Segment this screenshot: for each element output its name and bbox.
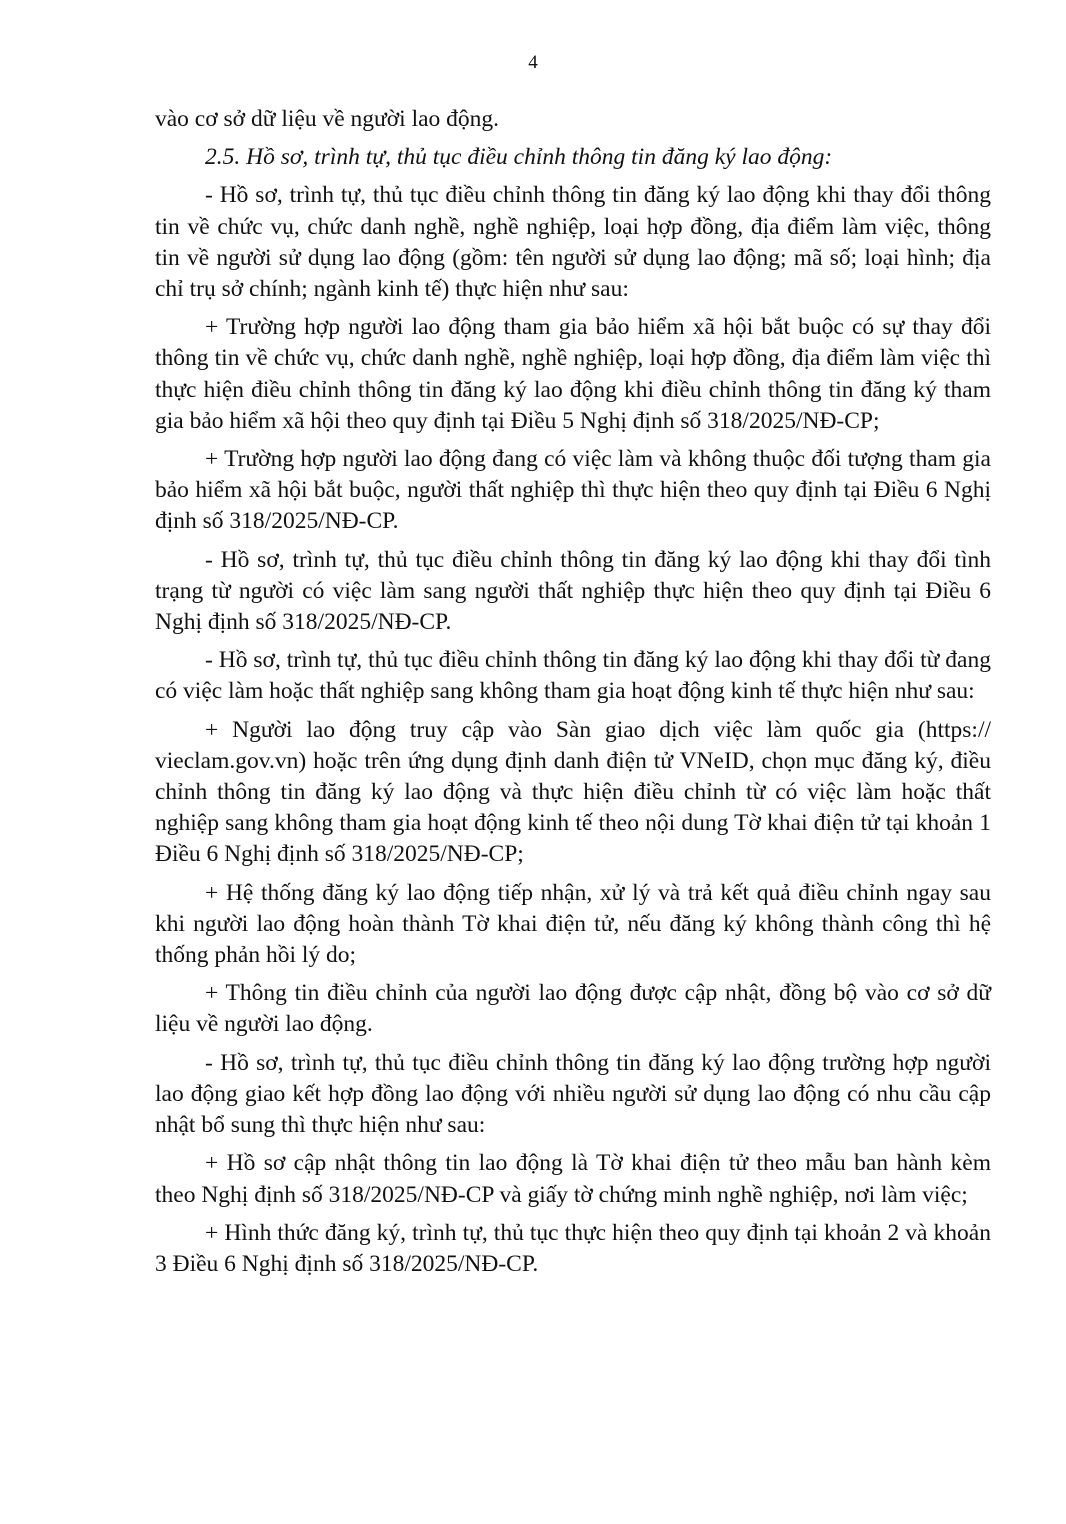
paragraph-continuation: vào cơ sở dữ liệu về người lao động. (155, 106, 500, 132)
paragraph-plus-item: + Hồ sơ cập nhật thông tin lao động là Tờ khai điện tử theo mẫu ban hành kèm theo Nghị định số 318/2025/NĐ-CP và giấy tờ chứng minh nghề nghiệp, nơi làm việc; (155, 1150, 991, 1208)
paragraph-plus-item: + Người lao động truy cập vào Sàn giao dịch việc làm quốc gia (https:// vieclam.gov.vn) hoặc trên ứng dụng định danh điện tử VNeID, chọn mục đăng ký, điều chỉnh thông tin đăng ký lao động và thực hiện điều chỉnh từ có việc làm hoặc thất nghiệp sang không tham gia hoạt động kinh tế theo nội dung Tờ khai điện tử tại khoản 1 Điều 6 Nghị định số 318/2025/NĐ-CP; (155, 716, 991, 868)
paragraph-plus-item: + Trường hợp người lao động tham gia bảo hiểm xã hội bắt buộc có sự thay đổi thông tin về chức vụ, chức danh nghề, nghề nghiệp, loại hợp đồng, địa điểm làm việc thì thực hiện điều chỉnh thông tin đăng ký lao động khi điều chỉnh thông tin đăng ký tham gia bảo hiểm xã hội theo quy định tại Điều 5 Nghị định số 318/2025/NĐ-CP; (155, 314, 991, 434)
section-heading: 2.5. Hồ sơ, trình tự, thủ tục điều chỉnh thông tin đăng ký lao động: (205, 144, 833, 171)
paragraph-dash-item: - Hồ sơ, trình tự, thủ tục điều chỉnh thông tin đăng ký lao động khi thay đổi tình trạng từ người có việc làm sang người thất nghiệp thực hiện theo quy định tại Điều 6 Nghị định số 318/2025/NĐ-CP. (155, 546, 991, 636)
paragraph-dash-item: - Hồ sơ, trình tự, thủ tục điều chỉnh thông tin đăng ký lao động khi thay đổi từ đang có việc làm hoặc thất nghiệp sang không tham gia hoạt động kinh tế thực hiện như sau: (155, 647, 991, 705)
paragraph-plus-item: + Hình thức đăng ký, trình tự, thủ tục thực hiện theo quy định tại khoản 2 và khoản 3 Điều 6 Nghị định số 318/2025/NĐ-CP. (155, 1219, 991, 1277)
paragraph-dash-item: - Hồ sơ, trình tự, thủ tục điều chỉnh thông tin đăng ký lao động trường hợp người lao động giao kết hợp đồng lao động với nhiều người sử dụng lao động có nhu cầu cập nhật bổ sung thì thực hiện như sau: (155, 1049, 991, 1139)
page-number: 4 (528, 52, 538, 73)
paragraph-plus-item: + Trường hợp người lao động đang có việc làm và không thuộc đối tượng tham gia bảo hiểm xã hội bắt buộc, người thất nghiệp thì thực hiện theo quy định tại Điều 6 Nghị định số 318/2025/NĐ-CP. (155, 446, 991, 535)
paragraph-plus-item: + Hệ thống đăng ký lao động tiếp nhận, xử lý và trả kết quả điều chỉnh ngay sau khi người lao động hoàn thành Tờ khai điện tử, nếu đăng ký không thành công thì hệ thống phản hồi lý do; (155, 879, 991, 969)
paragraph-dash-item: - Hồ sơ, trình tự, thủ tục điều chỉnh thông tin đăng ký lao động khi thay đổi thông tin về chức vụ, chức danh nghề, nghề nghiệp, loại hợp đồng, địa điểm làm việc, thông tin về người sử dụng lao động (gồm: tên người sử dụng lao động; mã số; loại hình; địa chỉ trụ sở chính; ngành kinh tế) thực hiện như sau: (155, 182, 991, 303)
document-body (155, 104, 991, 1287)
paragraph-plus-item: + Thông tin điều chỉnh của người lao động được cập nhật, đồng bộ vào cơ sở dữ liệu về người lao động. (155, 980, 991, 1038)
